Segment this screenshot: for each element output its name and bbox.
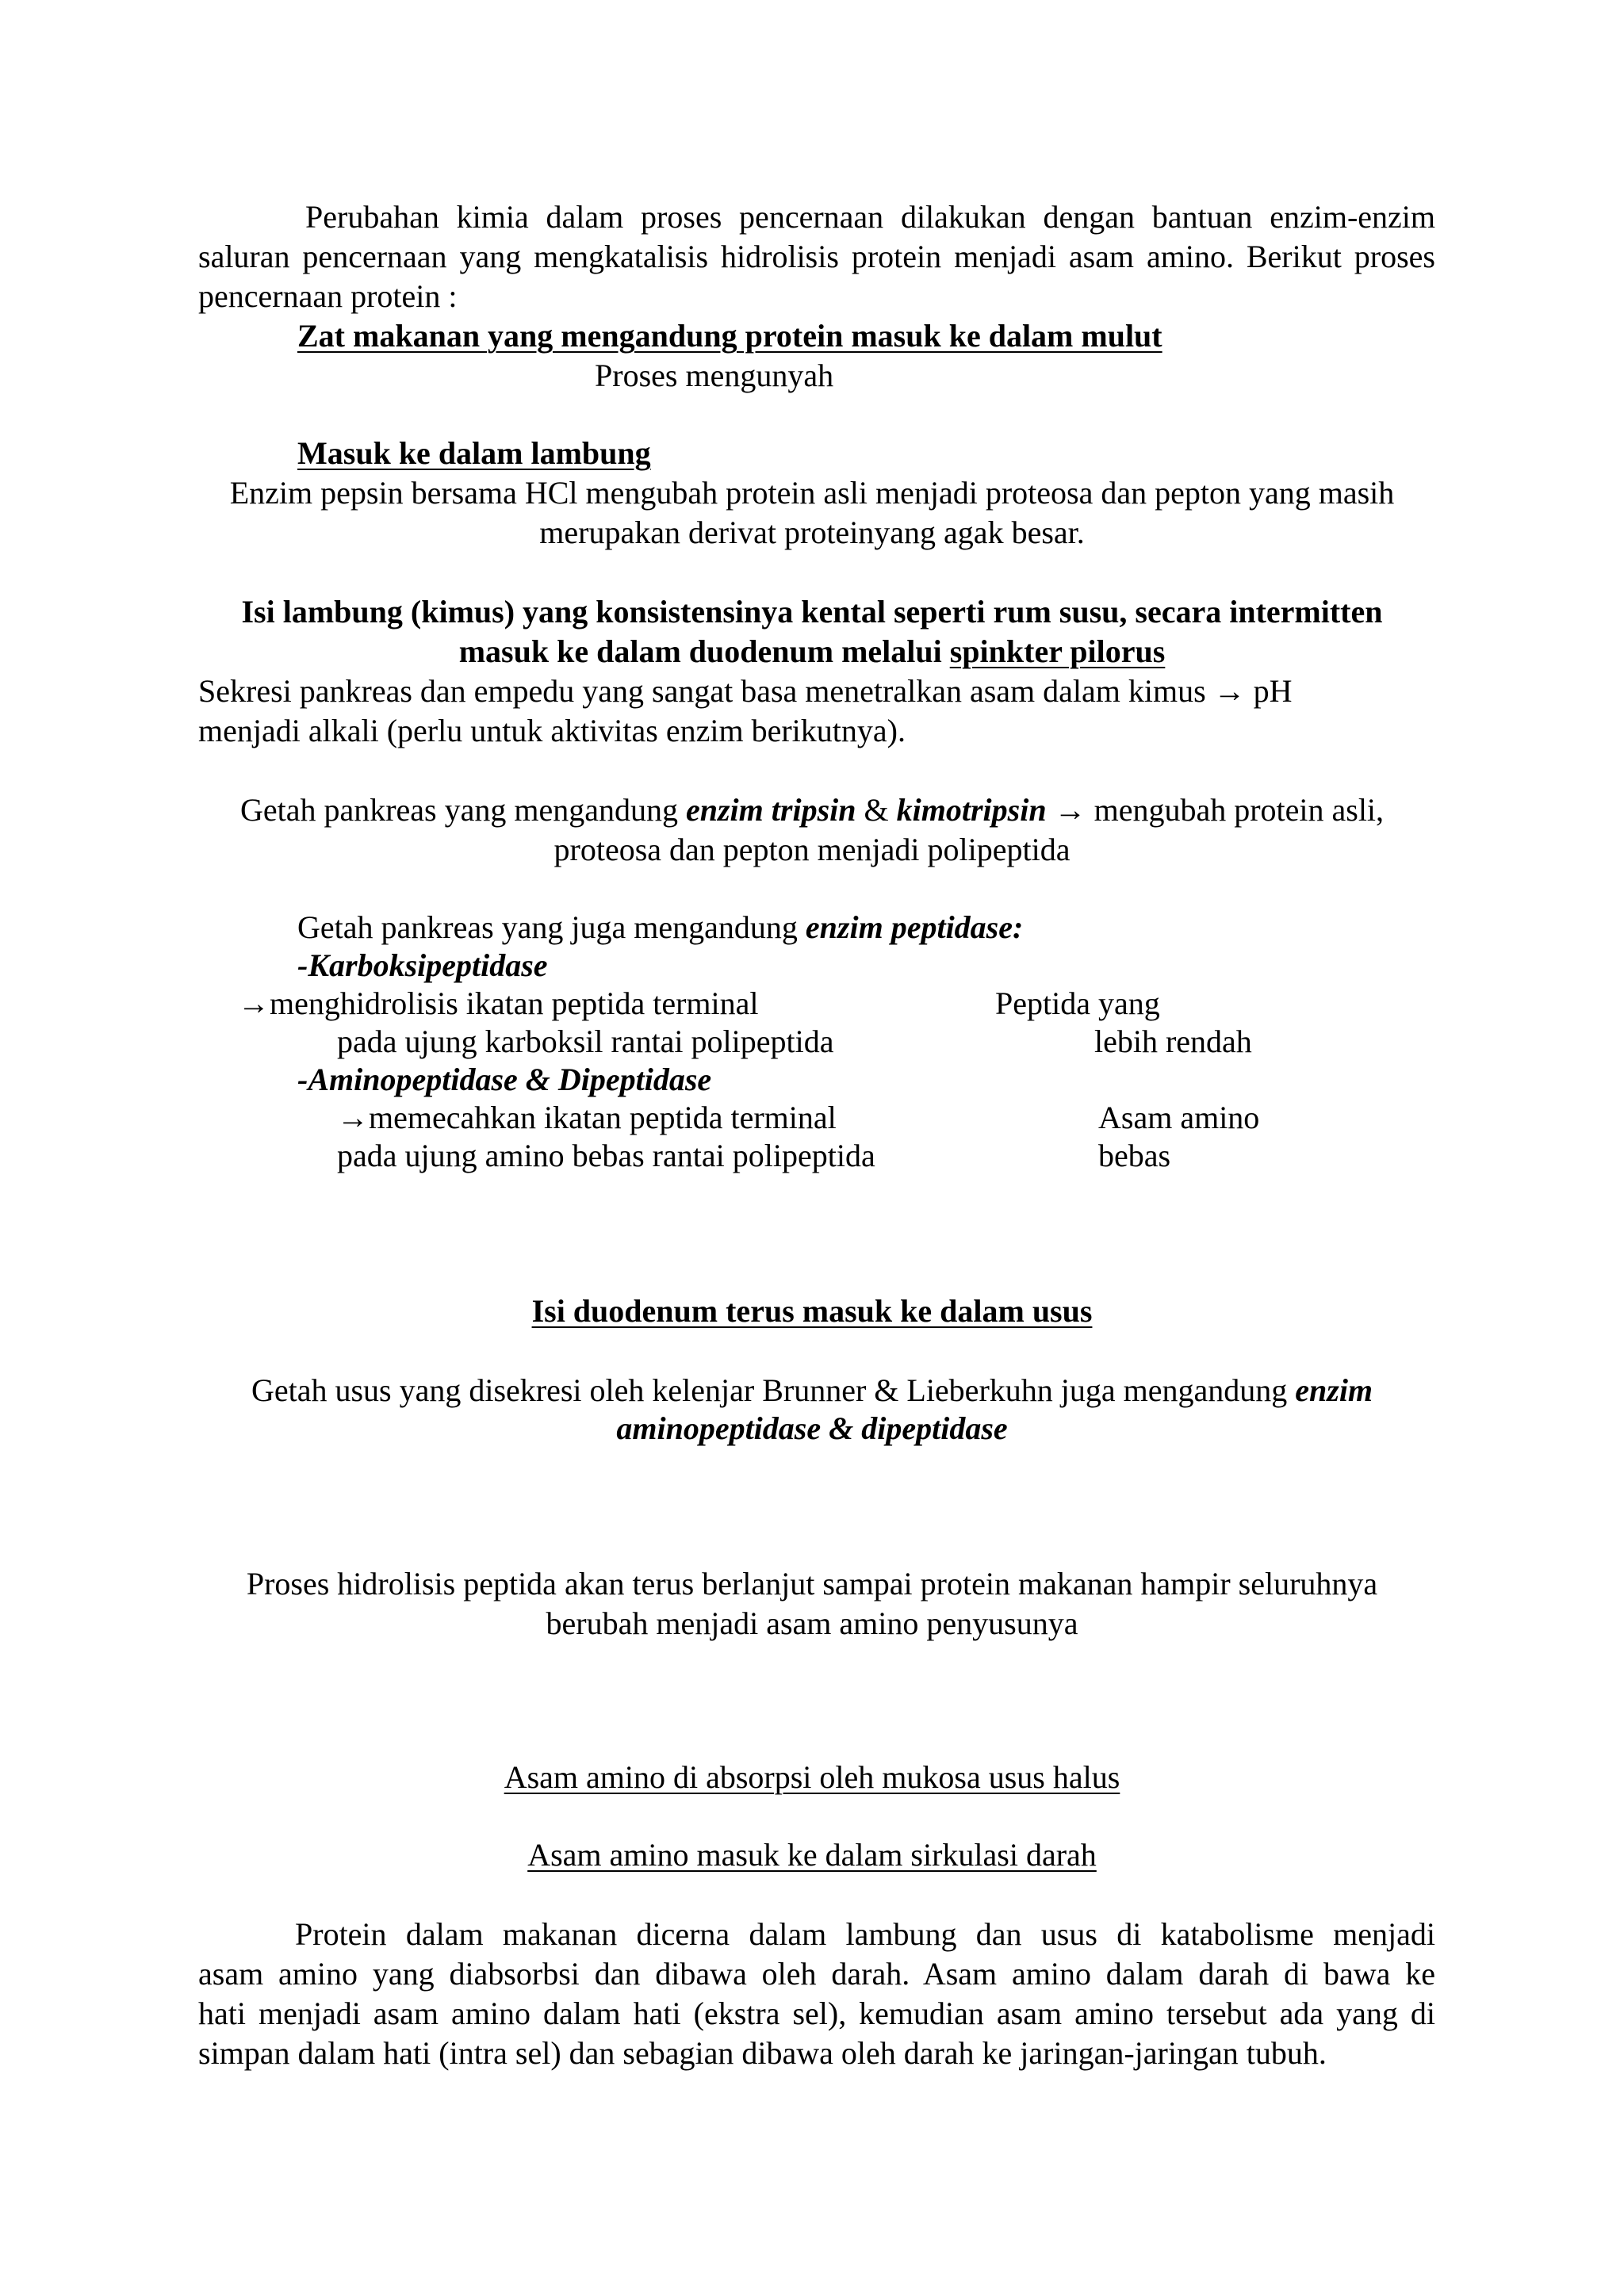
conclusion-line-1: Protein dalam makanan dicerna dalam lambung dan usus di katabolisme menjadi [295,1916,1435,1952]
spinkter-pilorus: spinkter pilorus [949,633,1166,669]
aminopeptidase-desc-2: pada ujung amino bebas rantai polipeptida [337,1138,875,1173]
step4-amp: & [856,792,897,828]
step7-line-2: berubah menjadi asam amino penyusunya [546,1605,1078,1641]
conclusion-line-3: hati menjadi asam amino dalam hati (ekstra sel), kemudian asam amino tersebut ada yang di [198,1996,1435,2031]
step3-line-2-text: masuk ke dalam duodenum melalui [458,633,950,669]
step1-heading: Zat makanan yang mengandung protein masuk ke dalam mulut [297,318,1162,354]
step3-line-1: Isi lambung (kimus) yang konsistensinya kental seperti rum susu, secara intermitten [241,594,1383,629]
karboksipeptidase-result-2: lebih rendah [1094,1024,1252,1059]
absorpsi-line: Asam amino di absorpsi oleh mukosa usus halus [504,1759,1120,1795]
intro-line-3: pencernaan protein : [198,278,458,314]
step6-line-2: aminopeptidase & dipeptidase [616,1410,1008,1446]
step7-line-1: Proses hidrolisis peptida akan terus berlanjut sampai protein makanan hampir seluruhnya [246,1566,1378,1601]
sirkulasi-line: Asam amino masuk ke dalam sirkulasi darah [527,1837,1097,1873]
sekresi-line-1: Sekresi pankreas dan empedu yang sangat basa menetralkan asam dalam kimus → pH [198,673,1293,709]
step4-line-1 [0,791,1624,829]
karboksipeptidase-title: -Karboksipeptidase [297,947,548,983]
step4-line-2: proteosa dan pepton menjadi polipeptida [553,832,1071,867]
intro-line-1: Perubahan kimia dalam proses pencernaan dilakukan dengan bantuan enzim-enzim [305,199,1435,235]
sekresi-line-2: menjadi alkali (perlu untuk aktivitas enzim berikutnya). [198,713,906,748]
karboksipeptidase-result-1: Peptida yang [995,985,1160,1021]
enzim-tripsin: enzim tripsin [685,792,856,828]
karboksipeptidase-desc-1: →menghidrolisis ikatan peptida terminal [238,985,759,1021]
step3-line-2 [0,633,1624,671]
aminopeptidase-title: -Aminopeptidase & Dipeptidase [297,1062,712,1097]
step2-line-1: Enzim pepsin bersama HCl mengubah protein asli menjadi proteosa dan pepton yang masih [229,475,1395,511]
enzim-kimotripsin: kimotripsin [896,792,1047,828]
aminopeptidase-desc-1: →memecahkan ikatan peptida terminal [337,1100,837,1135]
conclusion-line-2: asam amino yang diabsorbsi dan dibawa oleh darah. Asam amino dalam darah di bawa ke [198,1956,1435,1992]
step4-post: → mengubah protein asli, [1046,792,1385,828]
aminopeptidase-result-2: bebas [1098,1138,1171,1173]
step6-enzim: enzim [1295,1372,1373,1408]
enzim-peptidase: enzim peptidase: [805,909,1024,945]
step2-line-2: merupakan derivat proteinyang agak besar. [539,515,1085,550]
step6-line-1 [0,1372,1624,1410]
intro-line-2: saluran pencernaan yang mengkatalisis hidrolisis protein menjadi asam amino. Berikut proses [198,239,1435,274]
step4-pre: Getah pankreas yang mengandung [239,792,686,828]
step6-line-1-text: Getah usus yang disekresi oleh kelenjar Brunner & Lieberkuhn juga mengandung [251,1372,1296,1408]
step5-intro-text: Getah pankreas yang juga mengandung [297,909,806,945]
karboksipeptidase-desc-2: pada ujung karboksil rantai polipeptida [337,1024,834,1059]
aminopeptidase-result-1: Asam amino [1098,1100,1260,1135]
step1-note: Proses mengunyah [595,358,834,393]
conclusion-line-4: simpan dalam hati (intra sel) dan sebagian dibawa oleh darah ke jaringan-jaringan tubuh. [198,2035,1327,2071]
step2-heading: Masuk ke dalam lambung [297,435,651,471]
step6-heading: Isi duodenum terus masuk ke dalam usus [531,1293,1093,1329]
step5-intro [297,909,1023,947]
